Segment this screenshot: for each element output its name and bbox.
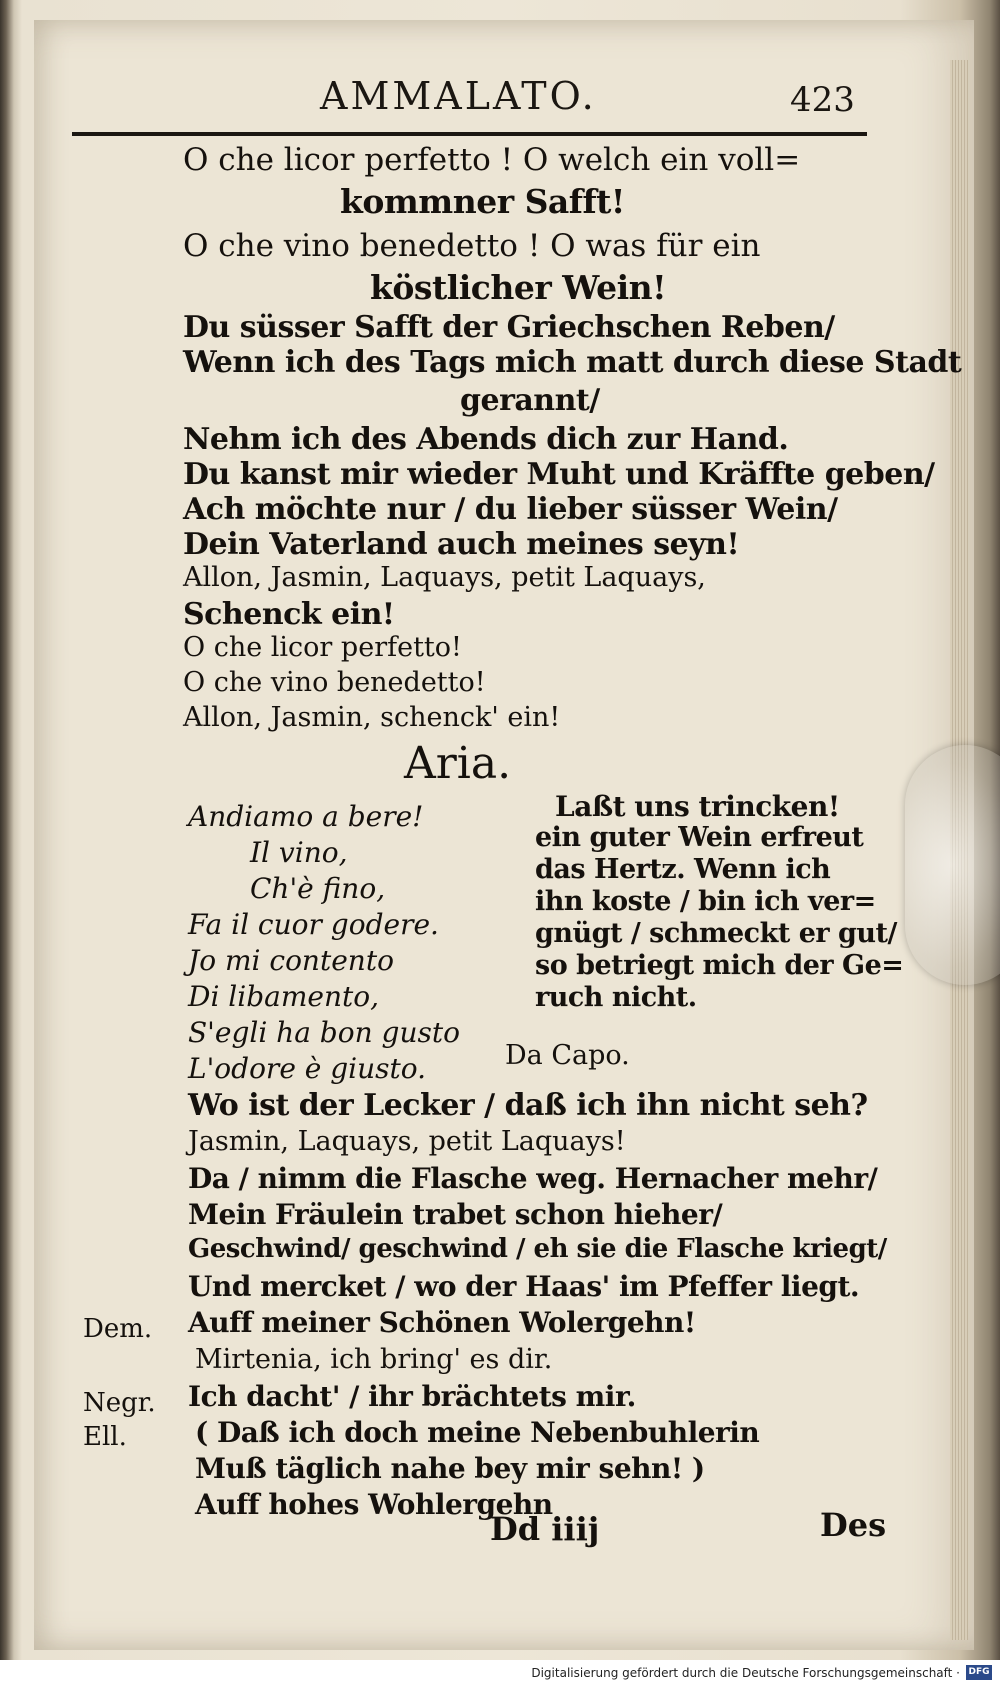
aria-german-line: das Hertz. Wenn ich	[535, 854, 831, 885]
text-line	[370, 268, 666, 307]
line-text: köstlicher Wein!	[370, 268, 667, 307]
aria-heading: Aria.	[404, 738, 512, 789]
text-line	[183, 492, 838, 527]
line-text: Dein Vaterland auch meines seyn!	[183, 527, 740, 562]
text-line	[183, 562, 706, 593]
text-line	[195, 1416, 759, 1449]
text-line	[188, 1162, 877, 1195]
line-text: gerannt/	[460, 383, 600, 418]
line-text: Und mercket / wo der Haas' im Pfeffer liegt.	[188, 1270, 860, 1303]
text-line	[188, 1234, 887, 1264]
signature-mark: Dd iiij	[490, 1510, 600, 1548]
line-text: Muß täglich nahe bey mir sehn! )	[195, 1452, 705, 1485]
text-line	[183, 457, 935, 492]
line-text: Geschwind/ geschwind / eh sie die Flasche kriegt/	[188, 1234, 887, 1264]
text-line	[195, 1344, 552, 1375]
aria-german-line: so betriegt mich der Ge=	[535, 950, 904, 981]
text-line	[188, 1126, 626, 1157]
aria-italian-line: L'odore è giusto.	[188, 1052, 427, 1085]
footer-credit: Digitalisierung gefördert durch die Deutsche Forschungsgemeinschaft ·	[531, 1666, 960, 1680]
page-clip	[905, 745, 1000, 985]
line-text: Wenn ich des Tags mich matt durch diese Stadt	[183, 345, 962, 380]
aria-italian-line: Il vino,	[250, 836, 348, 869]
text-line	[183, 702, 560, 733]
page-number: 423	[790, 80, 855, 120]
line-text: Auff hohes Wohlergehn	[195, 1488, 553, 1521]
aria-italian-line: Di libamento,	[188, 980, 379, 1013]
line-text: Du süsser Safft der Griechschen Reben/	[183, 310, 835, 345]
text-line	[183, 527, 739, 562]
line-text: O che vino benedetto!	[183, 667, 486, 698]
text-line	[188, 1380, 636, 1413]
aria-italian-line: Jo mi contento	[188, 944, 394, 977]
text-line	[183, 597, 395, 632]
dfg-logo-icon: DFG	[966, 1665, 992, 1680]
text-line	[188, 1270, 859, 1303]
aria-german-line: ihn koste / bin ich ver=	[535, 886, 876, 917]
text-line	[183, 345, 961, 380]
line-text: Ich dacht' / ihr brächtets mir.	[188, 1380, 636, 1413]
line-text: ( Daß ich doch meine Nebenbuhlerin	[195, 1416, 760, 1449]
speaker-label: Negr.	[83, 1388, 156, 1418]
line-text: Da / nimm die Flasche weg. Hernacher mehr/	[188, 1162, 878, 1195]
line-text: Nehm ich des Abends dich zur Hand.	[183, 422, 789, 457]
aria-german-line: ruch nicht.	[535, 982, 697, 1013]
aria-italian-line: Fa il cuor godere.	[188, 908, 439, 941]
line-text: O che licor perfetto!	[183, 632, 462, 663]
text-line	[460, 383, 600, 418]
line-text: Jasmin, Laquays, petit Laquays!	[188, 1126, 626, 1157]
text-line	[183, 422, 788, 457]
aria-german-line: ein guter Wein erfreut	[535, 822, 864, 853]
line-text: Auff meiner Schönen Wolergehn!	[188, 1306, 696, 1339]
running-title: AMMALATO.	[320, 74, 597, 118]
aria-german-line: Laßt uns trincken!	[555, 790, 840, 823]
text-line	[183, 632, 462, 663]
line-text: Wo ist der Lecker / daß ich ihn nicht seh?	[188, 1088, 868, 1123]
text-line	[183, 142, 800, 178]
text-line	[340, 182, 625, 221]
text-line	[188, 1306, 696, 1339]
line-text: Allon, Jasmin, Laquays, petit Laquays,	[183, 562, 706, 593]
aria-german-line: gnügt / schmeckt er gut/	[535, 918, 897, 949]
aria-italian-line: Ch'è fino,	[250, 872, 386, 905]
text-line	[183, 228, 761, 264]
speaker-label: Ell.	[83, 1422, 127, 1452]
aria-italian-line: Andiamo a bere!	[188, 800, 424, 833]
text-line	[183, 667, 486, 698]
aria-italian-line: S'egli ha bon gusto	[188, 1016, 460, 1049]
line-text: O che vino benedetto ! O was für ein	[183, 228, 761, 264]
text-line	[195, 1452, 705, 1485]
page-header	[70, 70, 860, 130]
footer-band	[0, 1660, 1000, 1688]
line-text: Mirtenia, ich bring' es dir.	[195, 1344, 553, 1375]
header-rule	[72, 132, 867, 136]
text-line	[188, 1088, 868, 1123]
line-text: Ach möchte nur / du lieber süsser Wein/	[183, 492, 838, 527]
text-line	[183, 310, 835, 345]
line-text: kommner Safft!	[340, 182, 625, 221]
line-text: Mein Fräulein trabet schon hieher/	[188, 1198, 723, 1231]
catchword: Des	[820, 1506, 887, 1544]
line-text: O che licor perfetto ! O welch ein voll=	[183, 142, 801, 178]
da-capo: Da Capo.	[505, 1040, 630, 1071]
text-line	[188, 1198, 722, 1231]
line-text: Du kanst mir wieder Muht und Kräffte geben/	[183, 457, 935, 492]
line-text: Schenck ein!	[183, 597, 395, 632]
speaker-label: Dem.	[83, 1314, 153, 1344]
line-text: Allon, Jasmin, schenck' ein!	[183, 702, 561, 733]
